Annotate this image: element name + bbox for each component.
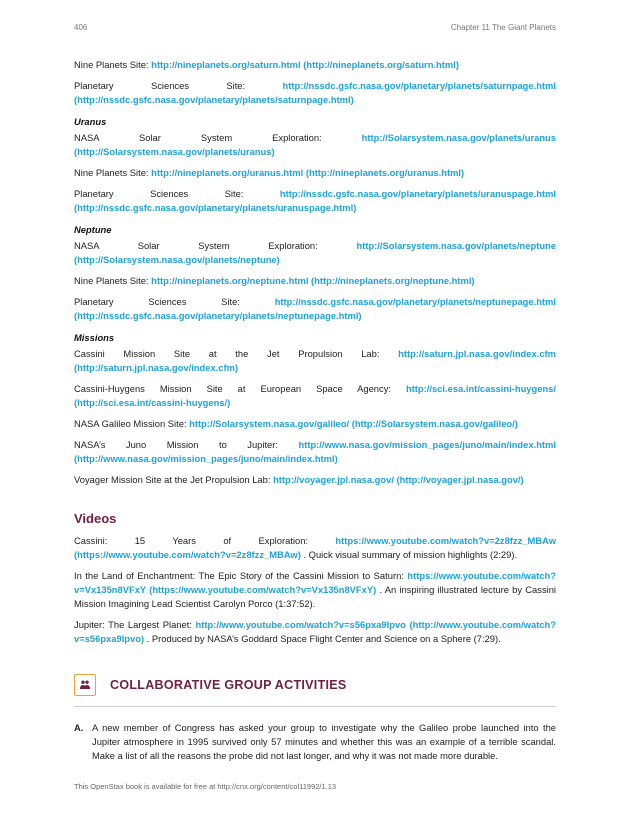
videos-heading: Videos (74, 511, 117, 526)
video-link[interactable]: https://www.youtube.com/watch?v=2z8fzz_MBAw (https://www.youtube.com/watch?v=2z8fzz_MBAw) (74, 535, 556, 560)
resource-label: NASA Solar System Exploration: (74, 240, 318, 251)
group-icon (74, 674, 96, 696)
resource-label: Planetary Sciences Site: (74, 188, 244, 199)
activity-item (74, 721, 556, 763)
resource-label: Nine Planets Site: (74, 167, 149, 178)
resource-label: NASA’s Juno Mission to Jupiter: (74, 439, 278, 450)
resource-link[interactable]: http://sci.esa.int/cassini-huygens/ (http://sci.esa.int/cassini-huygens/) (74, 383, 556, 408)
video-description: . An inspiring illustrated lecture by Cassini Mission Imagining Lead Scientist Carolyn Porco (1:37:52). (74, 584, 557, 609)
main-content (74, 58, 556, 763)
resource-entry (74, 239, 556, 267)
page-footer: This OpenStax book is available for free at http://cnx.org/content/col11992/1.13 (74, 782, 337, 791)
resource-entry (74, 382, 556, 410)
resource-entry (74, 166, 556, 180)
activity-letter: A. (74, 722, 84, 733)
video-label: Jupiter: The Largest Planet: (74, 619, 192, 630)
video-entry (74, 534, 556, 562)
resource-link[interactable]: http://www.nasa.gov/mission_pages/juno/main/index.html (http://www.nasa.gov/mission_pages/juno/main/index.html) (74, 439, 556, 464)
resource-link[interactable]: http://nineplanets.org/uranus.html (http://nineplanets.org/uranus.html) (151, 167, 465, 178)
resource-label: NASA Galileo Mission Site: (74, 418, 187, 429)
resource-entry (74, 79, 556, 107)
resource-label: NASA Solar System Exploration: (74, 132, 322, 143)
neptune-heading: Neptune (74, 224, 112, 235)
resource-label: Planetary Sciences Site: (74, 296, 240, 307)
resource-label: Cassini-Huygens Mission Site at European Space Agency: (74, 383, 391, 394)
resource-label: Cassini Mission Site at the Jet Propulsion Lab: (74, 348, 380, 359)
resource-label: Voyager Mission Site at the Jet Propulsion Lab: (74, 474, 271, 485)
resource-link[interactable]: http://Solarsystem.nasa.gov/galileo/ (http://Solarsystem.nasa.gov/galileo/) (189, 418, 518, 429)
resource-link[interactable]: http://nineplanets.org/neptune.html (http://nineplanets.org/neptune.html) (151, 275, 475, 286)
video-link[interactable]: https://www.youtube.com/watch?v=Vx135n8VFxY (https://www.youtube.com/watch?v=Vx135n8VFxY) (74, 570, 557, 595)
resource-entry (74, 473, 556, 487)
resource-entry (74, 347, 556, 375)
resource-label: Planetary Sciences Site: (74, 80, 246, 91)
uranus-heading: Uranus (74, 116, 107, 127)
resource-entry (74, 295, 556, 323)
activity-text: A new member of Congress has asked your group to investigate why the Galileo probe launched into the Jupiter atmosphere in 1995 survived only 57 minutes and whether this was an example of a terrible scandal. Make a list of all the reasons the probe did not last longer, and why it was not made more durable. (92, 722, 556, 761)
video-entry (74, 569, 556, 611)
resource-link[interactable]: http://nssdc.gsfc.nasa.gov/planetary/planets/saturnpage.html (http://nssdc.gsfc.nasa.gov/planetary/planets/saturnpage.html) (74, 80, 556, 105)
collaborative-activities-header (74, 674, 556, 707)
video-link[interactable]: http://www.youtube.com/watch?v=s56pxa9Ipvo (http://www.youtube.com/watch?v=s56pxa9Ipvo) (74, 619, 557, 644)
video-label: Cassini: 15 Years of Exploration: (74, 535, 309, 546)
collaborative-activities-title: COLLABORATIVE GROUP ACTIVITIES (110, 678, 347, 692)
resource-entry (74, 274, 556, 288)
resource-link[interactable]: http://Solarsystem.nasa.gov/planets/neptune (http://Solarsystem.nasa.gov/planets/neptune) (74, 240, 556, 265)
resource-label: Nine Planets Site: (74, 275, 149, 286)
missions-heading: Missions (74, 332, 115, 343)
resource-link[interactable]: http://voyager.jpl.nasa.gov/ (http://voyager.jpl.nasa.gov/) (273, 474, 524, 485)
resource-entry (74, 131, 556, 159)
resource-link[interactable]: http://nssdc.gsfc.nasa.gov/planetary/planets/uranuspage.html (http://nssdc.gsfc.nasa.gov/planetary/planets/uranuspage.html) (74, 188, 556, 213)
resource-entry (74, 187, 556, 215)
chapter-title: Chapter 11 The Giant Planets (450, 23, 556, 32)
resource-link[interactable]: http://saturn.jpl.nasa.gov/index.cfm (http://saturn.jpl.nasa.gov/index.cfm) (74, 348, 556, 373)
resource-label: Nine Planets Site: (74, 59, 149, 70)
video-entry (74, 618, 556, 646)
resource-link[interactable]: http://Solarsystem.nasa.gov/planets/uranus (http://Solarsystem.nasa.gov/planets/uranus) (74, 132, 556, 157)
resource-entry (74, 58, 556, 72)
video-description: . Quick visual summary of mission highlights (2:29). (303, 549, 518, 560)
resource-link[interactable]: http://nssdc.gsfc.nasa.gov/planetary/planets/neptunepage.html (http://nssdc.gsfc.nasa.gov/planetary/planets/neptunepage.html) (74, 296, 556, 321)
video-label: In the Land of Enchantment: The Epic Story of the Cassini Mission to Saturn: (74, 570, 404, 581)
page-header (74, 23, 556, 32)
resource-entry (74, 438, 556, 466)
page-number: 406 (74, 23, 88, 32)
video-description: . Produced by NASA’s Goddard Space Flight Center and Science on a Sphere (7:29). (146, 633, 501, 644)
resource-entry (74, 417, 556, 431)
resource-link[interactable]: http://nineplanets.org/saturn.html (http://nineplanets.org/saturn.html) (151, 59, 459, 70)
